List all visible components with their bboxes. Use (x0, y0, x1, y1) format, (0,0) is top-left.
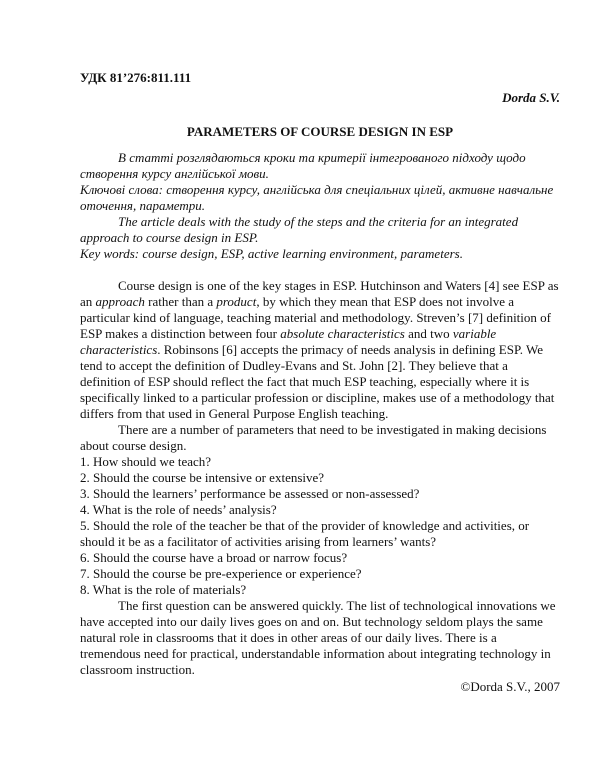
article-body (80, 278, 560, 695)
list-item: 6. Should the course have a broad or narrow focus? (80, 550, 348, 565)
list-item: 2. Should the course be intensive or extensive? (80, 470, 325, 485)
list-item: 1. How should we teach? (80, 454, 212, 469)
document-page (80, 70, 560, 695)
abstract (80, 150, 560, 262)
abstract-ua: В статті розглядаються кроки та критерії інтегрованого підходу щодо створення курсу англійської мови. (80, 150, 526, 181)
list-item: 3. Should the learners’ performance be assessed or non-assessed? (80, 486, 420, 501)
list-item: 4. What is the role of needs’ analysis? (80, 502, 277, 517)
abstract-en: The article deals with the study of the steps and the criteria for an integrated approach to course design in ESP. (80, 214, 519, 245)
list-item: 7. Should the course be pre-experience or experience? (80, 566, 362, 581)
p1-text-d: and two (404, 326, 453, 341)
p1-approach: approach (95, 294, 145, 309)
keywords-en: Key words: course design, ESP, active learning environment, parameters. (80, 246, 463, 261)
paragraph-1 (80, 278, 560, 422)
article-title: PARAMETERS OF COURSE DESIGN IN ESP (186, 124, 454, 139)
p1-variable: variable characteristics (80, 326, 497, 357)
p1-absolute: absolute characteristics (280, 326, 405, 341)
p1-text-b: rather than a (144, 294, 217, 309)
paragraph-3: The first question can be answered quickly. The list of technological innovations we have accepted into our daily lives goes on and on. But technology seldom plays the same natural role in classrooms that it does in other areas of our daily lives. There is a tremendous need for practical, understandable information about integrating technology in classroom instruction. (80, 598, 556, 677)
author-name: Dorda S.V. (502, 90, 560, 105)
p1-text-a: Course design is one of the key stages in ESP. Hutchinson and Waters [4] see ESP as an (80, 278, 559, 309)
paragraph-2: There are a number of parameters that need to be investigated in making decisions about course design. (80, 422, 547, 453)
p1-text-e: . Robinsons [6] accepts the primacy of needs analysis in defining ESP. We tend to accept the definition of Dudley-Evans and St. John [2]. They believe that a definition of ESP should reflect the fact that much ESP teaching, especially where it is specifically linked to a particular profession or discipline, makes use of a methodology that differs from that used in General Purpose English teaching. (80, 342, 555, 421)
list-item: 5. Should the role of the teacher be that of the provider of knowledge and activities, or should it be as a facilitator of activities arising from learners’ wants? (80, 518, 530, 549)
p1-text-c: , by which they mean that ESP does not involve a particular kind of language, teaching material and methodology. Streven’s [7] definition of ESP makes a distinction between four (80, 294, 551, 341)
keywords-ua: Ключові слова: створення курсу, англійська для спеціальних цілей, активне навчальне оточення, параметри. (80, 182, 554, 213)
udk-code: УДК 81’276:811.111 (80, 70, 192, 85)
question-list (80, 454, 560, 598)
copyright: ©Dorda S.V., 2007 (460, 679, 560, 694)
p1-product: product (216, 294, 257, 309)
list-item: 8. What is the role of materials? (80, 582, 247, 597)
